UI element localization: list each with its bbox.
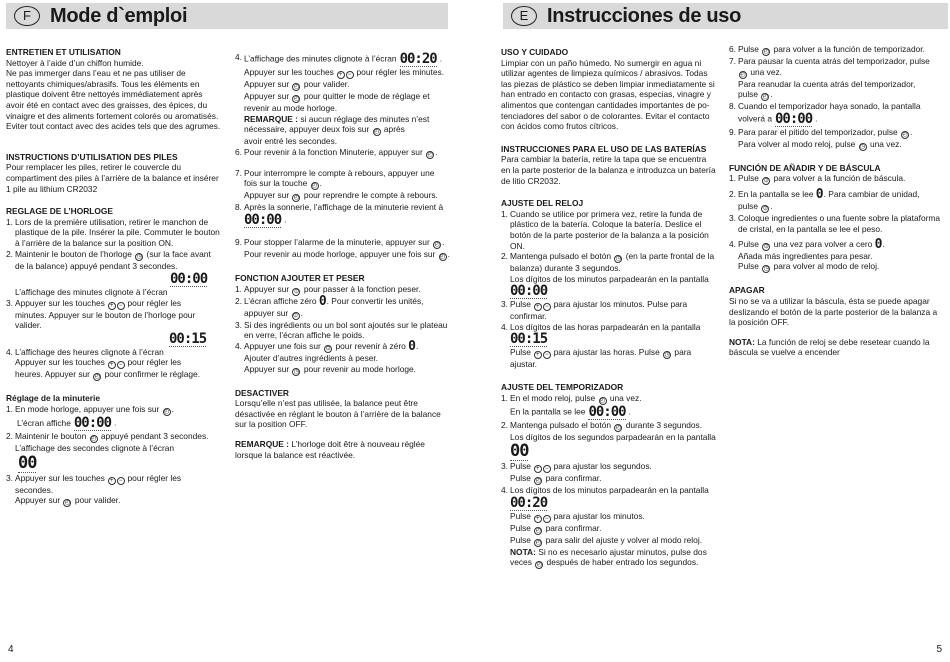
display-digits: 00 bbox=[18, 452, 37, 473]
clock-icon: ◷ bbox=[615, 256, 621, 263]
list-item: 1. En mode horloge, appuyer une fois sur ◴ . L’écran affiche 00:00 . bbox=[6, 404, 174, 432]
display-digits: 00:00 bbox=[588, 403, 626, 420]
fr-column-1 bbox=[6, 44, 228, 507]
display-digits: 00:00 bbox=[774, 110, 813, 127]
page-title-french: Mode d`emploi bbox=[50, 4, 188, 27]
display-digits: 00:20 bbox=[510, 494, 548, 511]
section-heading: FONCTION AJOUTER ET PESER bbox=[235, 272, 365, 283]
display-digits: 00:00 bbox=[510, 283, 548, 300]
list-item: 1. Appuyer sur ⊙ pour passer à la fonction peser. bbox=[235, 283, 421, 295]
page-number-right: 5 bbox=[936, 644, 942, 656]
down-icon: − bbox=[543, 465, 551, 473]
list-item: 9. Para parar el pitido del temporizador, pulse ◴ . Para volver al modo reloj, pulse ◷ una vez. bbox=[729, 126, 913, 150]
scale-icon: ⊙ bbox=[763, 178, 769, 185]
timer-icon: ◴ bbox=[64, 500, 71, 507]
up-icon: + bbox=[534, 303, 542, 311]
down-icon: − bbox=[346, 71, 354, 79]
display-digits: 00:20 bbox=[399, 51, 437, 67]
list-item: 2. Mantenga pulsado el botón ◷ (en la parte frontal de la balanza) durante 3 segundos. Los dígitos de los minutos parpadearán en la pantalla 00:00 bbox=[501, 251, 715, 300]
page-number-left: 4 bbox=[8, 644, 14, 656]
page-title-spanish: Instrucciones de uso bbox=[547, 4, 742, 27]
list-item: 1. Pulse ⊙ para volver a la función de báscula. bbox=[729, 173, 906, 185]
scale-icon: ⊙ bbox=[325, 345, 331, 352]
list-item: 7. Para pausar la cuenta atrás del temporizador, pulse ◴ una vez. Para reanudar la cuenta atrás del temporizador, pulse ◴ . bbox=[729, 56, 930, 101]
timer-icon: ◴ bbox=[535, 478, 541, 485]
timer-icon: ◴ bbox=[535, 539, 541, 546]
timer-icon: ◴ bbox=[90, 436, 97, 443]
list-item: 9. Pour stopper l’alarme de la minuterie, appuyer sur ◴ . Pour revenir au mode horloge, appuyer une fois sur ◴ . bbox=[235, 236, 450, 260]
timer-icon: ◴ bbox=[312, 183, 318, 190]
list-item: 6. Pour revenir à la fonction Minuterie, appuyer sur ◴ . bbox=[235, 146, 438, 158]
down-icon: − bbox=[543, 351, 551, 359]
list-item: 4. Los dígitos de los minutos parpadearán en la pantalla 00:20 Pulse + − para ajustar los minutos. Pulse ◴ para confirmar. Pulse ◴ para salir del ajuste y volver al modo reloj. NOTA: Si no es necesario ajustar minutos, pulse dos veces ◴ después de haber entrado los segundos. bbox=[501, 485, 709, 569]
list-item: 2. Maintenir le bouton ◴ appuyé pendant 3 secondes. L’affichage des secondes clignote à l’écran 00 bbox=[6, 431, 209, 473]
list-item: 4. Pulse ⊙ una vez para volver a cero 0. Añada más ingredientes para pesar. Pulse ◷ para volver al modo de reloj. bbox=[729, 236, 885, 273]
display-digits: 00:00 bbox=[244, 211, 282, 228]
scale-icon: ⊙ bbox=[293, 288, 299, 295]
list-item: 6. Pulse ◴ para volver a la función de temporizador. bbox=[729, 44, 925, 55]
list-item: 2. L’écran affiche zéro 0. Pour convertir les unités, appuyer sur ⊙ . bbox=[235, 293, 424, 319]
section-heading: REGLAGE DE L’HORLOGE bbox=[6, 206, 114, 217]
paragraph: Pour remplacer les piles, retirer le couvercle du compartiment des piles à l’arrière de la balance et insérer 1 pile au lithium CR2032 bbox=[6, 162, 219, 194]
timer-icon: ◴ bbox=[293, 195, 300, 202]
list-item: 4. L’affichage des heures clignote à l’écran Appuyer sur les touches + − pour régler les heures. Appuyer sur ◴ pour confirmer le réglage. bbox=[6, 346, 201, 381]
timer-icon: ◴ bbox=[373, 129, 380, 136]
up-icon: + bbox=[337, 71, 345, 79]
es-column-1 bbox=[501, 44, 723, 569]
timer-icon: ◴ bbox=[440, 253, 446, 260]
clock-icon: ◷ bbox=[763, 266, 769, 273]
display-digits: 00:15 bbox=[510, 331, 548, 348]
zero-display: 0 bbox=[815, 187, 824, 203]
list-item: 4. Los dígitos de las horas parpadearán en la pantalla 00:15 Pulse + − para ajustar las horas. Pulse ◷ para ajustar. bbox=[501, 321, 701, 370]
up-icon: + bbox=[534, 351, 542, 359]
clock-icon: ◷ bbox=[293, 368, 300, 375]
zero-display: 0 bbox=[408, 338, 416, 354]
down-icon: − bbox=[117, 361, 125, 369]
up-icon: + bbox=[108, 361, 116, 369]
list-item: 3. Coloque ingredientes o una fuente sobre la plataforma de cristal, en la pantalla se lee el peso. bbox=[729, 213, 941, 234]
timer-icon: ◴ bbox=[427, 151, 433, 158]
section-heading: INSTRUCTIONS D’UTILISATION DES PILES bbox=[6, 151, 178, 162]
timer-icon: ◴ bbox=[434, 241, 440, 248]
paragraph: Limpiar con un paño húmedo. No sumergir en agua ni utilizar agentes de limpieza químicos / abrasivos. Todas las piezas de plástico se deben limpiar inmediatamente si han entrado en contacto con grasas, especias, vinagre y alimentos que contengan cantidades importantes de po- tenciadores del sabor o de colorantes. Evitar el contacto con ácidos como frutos cítricos. bbox=[501, 57, 715, 132]
list-item: 2. Maintenir le bouton de l’horloge ◷ (sur la face avant de la balance) appuyé pendant 3 secondes. 00:00 L’affichage des minutes clignote à l’écran bbox=[6, 248, 211, 298]
down-icon: − bbox=[543, 515, 551, 523]
paragraph: Lorsqu’elle n’est pas utilisée, la balance peut être désactivée en réglant le bouton à l’arrière de la balance sur la position OFF. bbox=[235, 398, 441, 430]
down-icon: − bbox=[117, 302, 125, 310]
list-item: 2. En la pantalla se lee 0. Para cambiar de unidad, pulse ⊙ . bbox=[729, 187, 920, 213]
timer-icon: ◴ bbox=[535, 527, 541, 534]
header-spanish bbox=[503, 3, 948, 29]
scale-icon: ⊙ bbox=[293, 312, 299, 319]
list-item: 7. Pour interrompre le compte à rebours, appuyer une fois sur la touche ◴ . Appuyer sur ◴ pour reprendre le compte à rebours. bbox=[235, 167, 438, 202]
note: REMARQUE : L’horloge doit être à nouveau réglée lorsque la balance est réactivée. bbox=[235, 438, 425, 460]
timer-icon: ◴ bbox=[293, 96, 300, 102]
list-item: 8. Après la sonnerie, l’affichage de la minuterie revient à 00:00 . bbox=[235, 202, 444, 228]
list-item: 3. Pulse + − para ajustar los segundos. Pulse ◴ para confirmar. bbox=[501, 461, 652, 485]
list-item: 3. Appuyer sur les touches + − pour régler les secondes. Appuyer sur ◴ pour valider. bbox=[6, 472, 182, 507]
section-heading: AJUSTE DEL TEMPORIZADOR bbox=[501, 382, 624, 393]
list-item: 2. Mantenga pulsado el botón ◴ durante 3 segundos. Los dígitos de los segundos parpadearán en la pantalla 00 bbox=[501, 419, 716, 462]
zero-display: 0 bbox=[318, 293, 327, 309]
up-icon: + bbox=[534, 515, 542, 523]
es-column-2 bbox=[729, 44, 949, 358]
up-icon: + bbox=[108, 477, 116, 485]
list-item: 3. Si des ingrédients ou un bol sont ajoutés sur le plateau en verre, l’écran affiche le poids. bbox=[235, 319, 448, 341]
up-icon: + bbox=[108, 302, 116, 310]
timer-icon: ◴ bbox=[902, 131, 908, 138]
timer-icon: ◴ bbox=[762, 94, 768, 101]
scale-icon: ⊙ bbox=[762, 206, 768, 213]
section-heading: DESACTIVER bbox=[235, 387, 289, 398]
display-digits: 00:00 bbox=[73, 415, 112, 432]
list-item: 1. Lors de la première utilisation, retirer le manchon de plastique de la pile. Insérer la pile. Commuter le bouton à l’arrière de la balance sur la position ON. bbox=[6, 216, 220, 248]
list-item: 3. Pulse + − para ajustar los minutos. Pulse para confirmar. bbox=[501, 299, 688, 322]
section-heading: Réglage de la minuterie bbox=[6, 393, 101, 404]
language-badge-e: E bbox=[511, 6, 537, 26]
paragraph: Nettoyer à l’aide d’un chiffon humide. Ne pas immerger dans l’eau et ne pas utiliser de nettoyants chimiques/abrasifs. Tous les éléments en plastique doivent être nettoyés immédiatement après avoir été en contact avec des graisses, des épices, du vinaigre et des aliments fortement colorés ou aromatisés. Eviter tout contact avec des acides tels que des agrumes. bbox=[6, 57, 221, 132]
note: NOTA: La función de reloj se debe resetear cuando la báscula se vuelve a encender bbox=[729, 336, 930, 358]
timer-icon: ◴ bbox=[293, 84, 300, 90]
display-digits: 00:15 bbox=[169, 330, 207, 347]
section-heading: AJUSTE DEL RELOJ bbox=[501, 198, 584, 209]
paragraph: Si no se va a utilizar la báscula, ésta se puede apagar deslizando el botón de la parte posterior de la balanza a la posición OFF. bbox=[729, 295, 938, 328]
section-heading: FUNCIÓN DE AÑADIR Y DE BÁSCULA bbox=[729, 162, 881, 173]
down-icon: − bbox=[117, 477, 125, 485]
display-digits: 00:00 bbox=[170, 271, 208, 288]
list-item: 4. Appuyer une fois sur ⊙ pour revenir à zéro 0. Ajouter d’autres ingrédients à peser. Appuyer sur ◷ pour revenir au mode horloge. bbox=[235, 338, 419, 375]
list-item: 8. Cuando el temporizador haya sonado, la pantalla volverá a 00:00 . bbox=[729, 101, 921, 127]
up-icon: + bbox=[534, 465, 542, 473]
list-item: 3. Appuyer sur les touches + − pour régler les minutes. Appuyer sur le bouton de l’horloge pour valider. bbox=[6, 297, 196, 331]
list-item: 1. En el modo reloj, pulse ◴ una vez. En la pantalla se lee 00:00 . bbox=[501, 392, 642, 420]
display-digits: 00 bbox=[510, 441, 529, 462]
header-french bbox=[6, 3, 448, 29]
clock-icon: ◷ bbox=[860, 143, 866, 150]
clock-icon: ◷ bbox=[664, 352, 670, 359]
section-heading: APAGAR bbox=[729, 285, 765, 296]
timer-icon: ◴ bbox=[763, 49, 769, 55]
fr-column-2 bbox=[235, 52, 450, 460]
section-heading: ENTRETIEN ET UTILISATION bbox=[6, 47, 121, 57]
timer-icon: ◴ bbox=[740, 71, 746, 78]
timer-icon: ◴ bbox=[94, 374, 100, 381]
paragraph: Para cambiar la batería, retire la tapa que se encuentra en la parte posterior de la balanza e introduzca un batería de litio CR2032. bbox=[501, 154, 716, 186]
list-item: 4. L’affichage des minutes clignote à l’écran 00:20 . Appuyer sur les touches + − pour régler les minutes. Appuyer sur ◴ pour valider. Appuyer sur ◴ pour quitter le mode de réglage et revenir au mode horloge. REMARQUE : si aucun réglage des minutes n’est nécessaire, appuyer deux fois sur ◴ après avoir entré les secondes. bbox=[235, 51, 445, 147]
scale-icon: ⊙ bbox=[763, 243, 769, 250]
list-item: 1. Cuando se utilice por primera vez, retire la funda de plástico de la batería. Coloque la batería. Deslice el botón de la parte posterior de la balanza a la posición ON. bbox=[501, 208, 709, 251]
timer-icon: ◴ bbox=[599, 397, 606, 404]
language-badge-f: F bbox=[14, 6, 40, 26]
clock-icon: ◷ bbox=[136, 253, 142, 260]
timer-icon: ◴ bbox=[164, 409, 170, 416]
section-heading: INSTRUCCIONES PARA EL USO DE LAS BATERÍAS bbox=[501, 143, 707, 154]
down-icon: − bbox=[543, 303, 551, 311]
timer-icon: ◴ bbox=[615, 424, 621, 431]
zero-display: 0 bbox=[874, 236, 883, 252]
section-heading: USO Y CUIDADO bbox=[501, 47, 569, 57]
timer-icon: ◴ bbox=[536, 562, 542, 569]
